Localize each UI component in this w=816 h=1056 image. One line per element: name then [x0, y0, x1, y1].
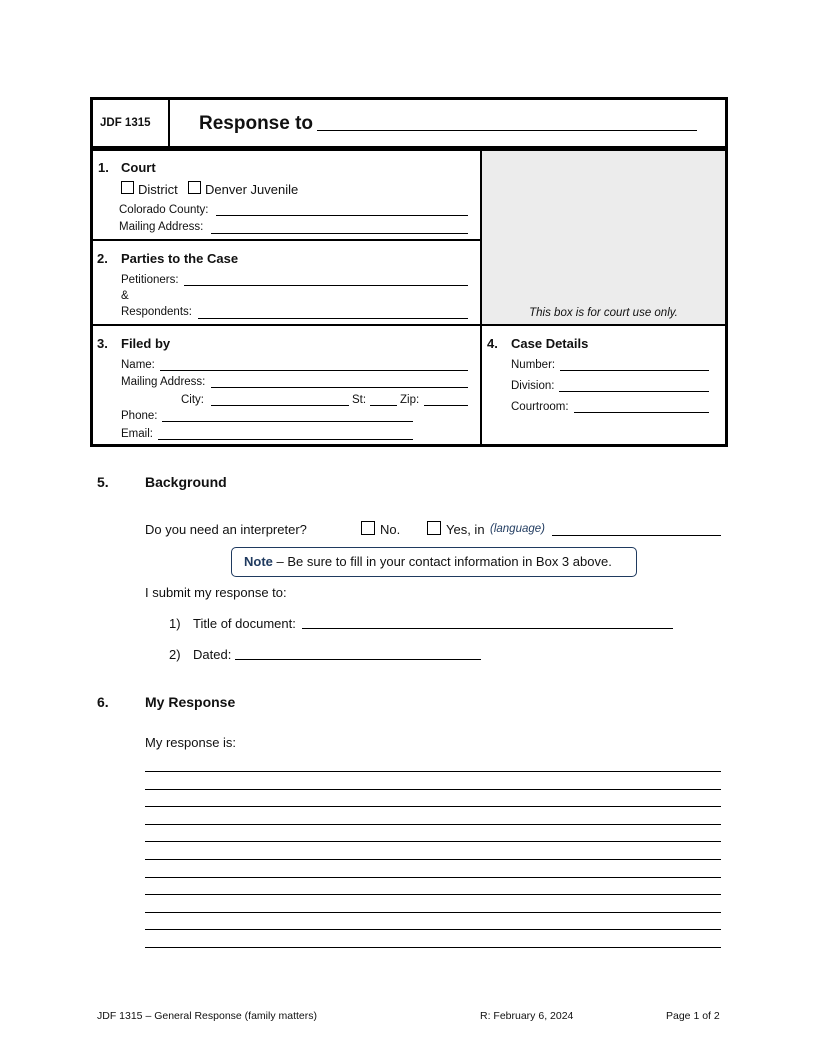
- grid-vertical-divider: [480, 151, 483, 445]
- section6-number: 6.: [97, 694, 109, 710]
- box2-number: 2.: [97, 251, 108, 266]
- box4-number: 4.: [487, 336, 498, 351]
- form-header: [90, 97, 728, 149]
- zip-field[interactable]: [424, 405, 468, 406]
- section6-heading: My Response: [145, 694, 236, 710]
- denver-juvenile-checkbox[interactable]: [188, 181, 201, 194]
- filer-address-field[interactable]: [211, 387, 468, 388]
- response-prompt: My response is:: [145, 735, 237, 750]
- page-title: Response to: [199, 113, 314, 134]
- filer-address-label: Mailing Address:: [121, 376, 206, 388]
- submit-text: I submit my response to:: [145, 585, 287, 600]
- form-id: JDF 1315: [100, 117, 151, 129]
- response-line[interactable]: [145, 841, 721, 842]
- petitioners-field[interactable]: [184, 285, 468, 286]
- county-field[interactable]: [216, 215, 468, 216]
- court-use-box: [482, 151, 725, 324]
- county-label: Colorado County:: [119, 204, 209, 216]
- response-line[interactable]: [145, 947, 721, 948]
- city-field[interactable]: [211, 405, 349, 406]
- email-label: Email:: [121, 428, 153, 440]
- filer-name-field[interactable]: [160, 370, 468, 371]
- section5-number: 5.: [97, 474, 109, 490]
- box3-heading: Filed by: [121, 336, 171, 351]
- response-line[interactable]: [145, 929, 721, 930]
- response-line[interactable]: [145, 859, 721, 860]
- footer-form-name: JDF 1315 – General Response (family matters): [97, 1010, 318, 1022]
- interpreter-yes-checkbox[interactable]: [427, 521, 441, 535]
- footer-revision-date: R: February 6, 2024: [480, 1010, 574, 1022]
- box1-heading: Court: [121, 160, 156, 175]
- item2-number: 2): [169, 647, 181, 662]
- footer-page-number: Page 1 of 2: [666, 1010, 720, 1022]
- language-hint: (language): [490, 523, 545, 535]
- note-label: Note: [244, 554, 273, 569]
- interpreter-question: Do you need an interpreter?: [145, 522, 307, 537]
- response-line[interactable]: [145, 894, 721, 895]
- box1-number: 1.: [98, 160, 109, 175]
- language-field[interactable]: [552, 535, 721, 536]
- court-address-field[interactable]: [211, 233, 468, 234]
- note-text-row: [244, 554, 612, 569]
- response-line[interactable]: [145, 806, 721, 807]
- header-divider: [168, 100, 170, 147]
- box2-heading: Parties to the Case: [121, 251, 239, 266]
- city-label: City:: [181, 394, 204, 406]
- interpreter-yes-label: Yes, in: [446, 522, 485, 537]
- filer-name-label: Name:: [121, 359, 155, 371]
- case-number-label: Number:: [511, 359, 556, 371]
- phone-label: Phone:: [121, 410, 158, 422]
- district-checkbox[interactable]: [121, 181, 134, 194]
- division-field[interactable]: [559, 391, 709, 392]
- response-line[interactable]: [145, 877, 721, 878]
- interpreter-no-label: No.: [380, 522, 401, 537]
- phone-field[interactable]: [162, 421, 413, 422]
- response-line[interactable]: [145, 771, 721, 772]
- ampersand: &: [121, 290, 129, 302]
- courtroom-field[interactable]: [574, 412, 709, 413]
- zip-label: Zip:: [400, 394, 420, 406]
- state-label: St:: [352, 394, 367, 406]
- box4-heading: Case Details: [511, 336, 589, 351]
- response-line[interactable]: [145, 789, 721, 790]
- courtroom-label: Courtroom:: [511, 401, 569, 413]
- email-field[interactable]: [158, 439, 413, 440]
- case-number-field[interactable]: [560, 370, 709, 371]
- court-use-note: This box is for court use only.: [529, 307, 678, 319]
- state-field[interactable]: [370, 405, 397, 406]
- district-label: District: [138, 182, 178, 197]
- section5-heading: Background: [145, 474, 227, 490]
- dated-label: Dated:: [193, 647, 232, 662]
- respondents-label: Respondents:: [121, 306, 192, 318]
- grid-divider-2-3: [93, 324, 725, 327]
- dated-field[interactable]: [235, 659, 481, 660]
- division-label: Division:: [511, 380, 555, 392]
- box3-number: 3.: [97, 336, 108, 351]
- court-address-label: Mailing Address:: [119, 221, 204, 233]
- note-text: – Be sure to fill in your contact information in Box 3 above.: [276, 554, 612, 569]
- document-title-label: Title of document:: [193, 616, 296, 631]
- petitioners-label: Petitioners:: [121, 274, 179, 286]
- response-line[interactable]: [145, 912, 721, 913]
- interpreter-no-checkbox[interactable]: [361, 521, 375, 535]
- document-title-field[interactable]: [302, 628, 673, 629]
- respondents-field[interactable]: [198, 318, 468, 319]
- item1-number: 1): [169, 616, 181, 631]
- response-line[interactable]: [145, 824, 721, 825]
- denver-juvenile-label: Denver Juvenile: [205, 182, 299, 197]
- response-to-field[interactable]: [317, 130, 697, 131]
- grid-divider-1-2: [93, 239, 480, 242]
